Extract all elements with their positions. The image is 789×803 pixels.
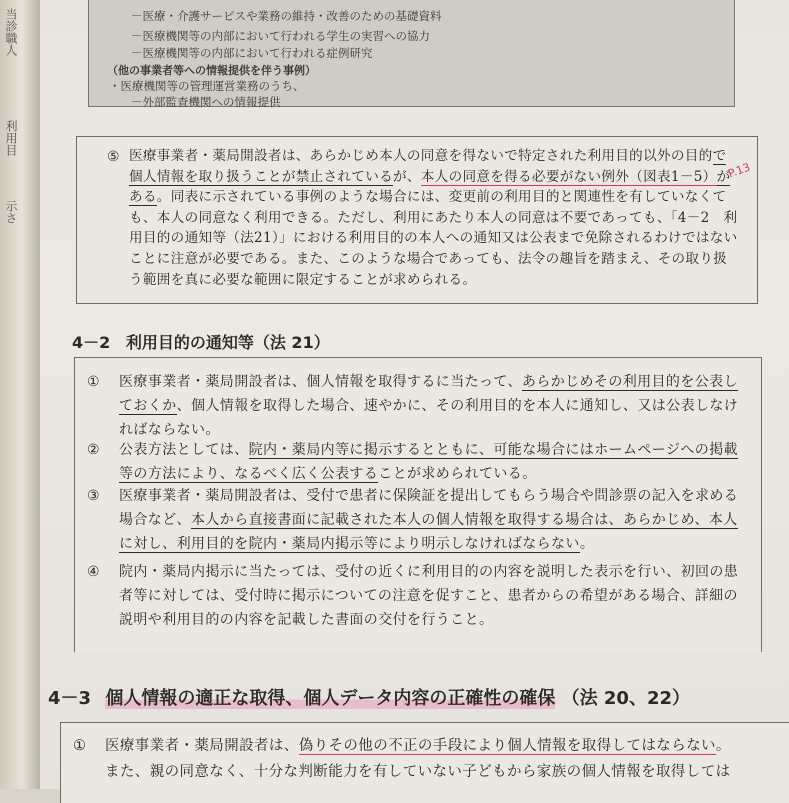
text-run: ことが求められている。 [378,466,537,482]
text-run: 。同表に示されている事例のような場合には、変更前の利用目的と関連性を有していなくても、本人の同意なく利用できる。ただし、利用にあたり本人の同意は不要であっても、「4－2 利用目的の通知等（法21）」における利用目的の本人への通知又は公表まで免除されるわけではないことに注意が必要である。また、このような場合であっても、法令の趣旨を踏まえ、その取り扱う範囲を真に必要な範囲に限定することが求められる。 [129,189,738,288]
text-run: 。 [715,738,731,754]
section-4-3-box [60,722,789,803]
underlined-text: 院内・薬局内等に掲示するとともに、可能な場合にはホームページへの掲載等の方法により、なるべく広く公表する [119,442,738,482]
text-run: 院内・薬局内掲示に当たっては、受付の近くに利用目的の内容を説明した表示を行い、初回の患者等に対しては、受付時に掲示についての注意を促すこと、患者からの希望がある場合、詳細の説明や利用目的の内容を記載した書面の交付を行うこと。 [119,564,739,628]
section-4-3-heading [48,684,690,710]
text-run: 医療事業者・薬局開設者は、あらかじめ本人の同意を得ないで特定された利用目的以外の目的 [129,148,713,164]
item-number: ① [87,374,100,390]
handwritten-page-note: P.13 [726,160,752,181]
section-number: 4－2 [72,333,111,352]
section-law-ref: （法 20、22） [561,688,690,709]
shaded-example-box [88,0,735,107]
text-run: 医療事業者・薬局開設者は、受付で患者に保険証を提出してもらう場合や問診票の記入を求める場合など、 [119,488,739,528]
example-line: －医療・介護サービスや業務の維持・改善のための基礎資料 [131,9,442,23]
item-number: ④ [87,564,100,580]
underlined-text: 本人から直接書面に記載された本人の個人情報を取得する場合は、あらかじめ、本人に対し、利用目的を院内・薬局内掲示等により明示しなければならない [119,512,738,552]
text-run: 公表方法としては、 [119,442,249,458]
example-line: －医療機関等の内部において行われる学生の実習への協力 [131,29,430,43]
item-number: ⑤ [107,149,120,165]
red-underlined-text: 偽りその他の不正の手段により個人情報を取得してはならない [298,738,716,754]
text-run: 医療事業者・薬局開設者は、 [105,738,299,754]
item-number: ③ [87,488,100,504]
red-underlined-text: 本人の同意を得る必要がない例外（図表1－5） [420,168,717,185]
text-run: が、 [392,168,421,185]
underlined-text: あらかじめその利用目的を公表しておくか [119,374,738,414]
example-line: －外部監査機関への情報提供 [131,95,281,109]
item-5-box [76,136,758,304]
underlined-text: で個人情報を取り扱うことが禁止されている [129,148,727,185]
spine-text: 当診職人 [4,8,18,56]
item-number: ② [87,442,100,458]
text-run: 、個人情報を取得した場合、速やかに、その利用目的を本人に通知し、又は公表しなければならない。 [119,398,739,438]
item-number: ① [73,738,87,754]
item-5-paragraph [129,146,739,290]
section-number: 4－3 [48,688,92,709]
book-page [40,0,789,789]
underlined-text: がある [129,168,731,206]
section-title: 個人情報の適正な取得、個人データ内容の正確性の確保 [105,688,556,709]
section-4-2-heading [72,330,330,353]
section-title: 利用目的の通知等（法 21） [125,333,330,352]
text-run: 医療事業者・薬局開設者は、個人情報を取得するに当たって、 [119,374,522,390]
section-4-2-box [74,357,762,652]
spine-text: 示さ [4,200,18,224]
spine-text: 利用目 [4,120,18,156]
example-line: －医療機関等の内部において行われる症例研究 [131,46,373,60]
book-spine [0,0,40,789]
example-subheading: （他の事業者等への情報提供を伴う事例） [107,64,316,77]
example-line: ・医療機関等の管理運営業務のうち、 [109,79,305,93]
text-run: 。 [579,536,595,552]
text-run: また、親の同意なく、十分な判断能力を有していない子どもから家族の個人情報を取得しては [105,764,731,780]
